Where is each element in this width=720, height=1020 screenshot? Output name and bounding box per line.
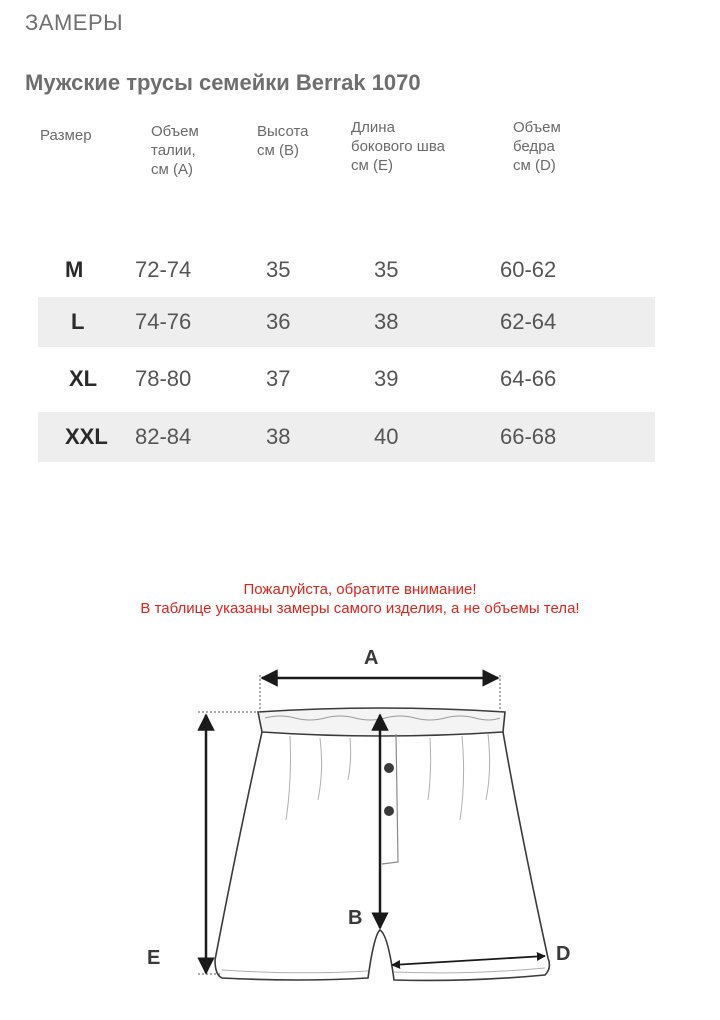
- hip-cell: 66-68: [500, 424, 557, 449]
- header-hip: Объем бедра см (D): [513, 119, 561, 174]
- label-b: B: [348, 907, 363, 929]
- header-side-seam: Длина бокового шва см (Е): [351, 119, 445, 174]
- shorts-outline: [215, 708, 549, 980]
- side-cell: 35: [374, 257, 399, 282]
- notice-line-2: В таблице указаны замеры самого изделия, а не объемы тела!: [140, 600, 580, 617]
- notice-line-1: Пожалуйста, обратите внимание!: [243, 581, 477, 598]
- shorts-measurement-diagram: [0, 630, 720, 1020]
- size-cell: L: [71, 309, 85, 334]
- label-d: D: [556, 943, 571, 965]
- size-cell: XL: [69, 366, 98, 391]
- button-dot-icon: [384, 763, 394, 773]
- table-row: [38, 354, 655, 404]
- section-title: ЗАМЕРЫ: [25, 10, 124, 35]
- header-size: Размер: [40, 127, 92, 144]
- size-cell: M: [65, 257, 84, 282]
- height-cell: 35: [266, 257, 291, 282]
- waist-cell: 78-80: [135, 366, 192, 391]
- side-cell: 38: [374, 309, 399, 334]
- label-a: A: [364, 647, 379, 669]
- header-waist: Объем талии, см (А): [151, 123, 199, 178]
- size-cell: XXL: [65, 424, 108, 449]
- side-cell: 40: [374, 424, 399, 449]
- product-title: Мужские трусы семейки Berrak 1070: [25, 70, 421, 95]
- hip-cell: 62-64: [500, 309, 557, 334]
- hip-cell: 60-62: [500, 257, 557, 282]
- height-cell: 38: [266, 424, 291, 449]
- side-cell: 39: [374, 366, 399, 391]
- header-height: Высота см (В): [257, 123, 309, 159]
- table-row: [38, 297, 655, 347]
- height-cell: 36: [266, 309, 291, 334]
- arrow-d: [392, 956, 545, 965]
- waist-cell: 74-76: [135, 309, 192, 334]
- button-dot-icon: [384, 806, 394, 816]
- table-row: [38, 245, 655, 295]
- label-e: E: [147, 947, 161, 969]
- waist-cell: 72-74: [135, 257, 192, 282]
- waist-cell: 82-84: [135, 424, 192, 449]
- height-cell: 37: [266, 366, 291, 391]
- hip-cell: 64-66: [500, 366, 557, 391]
- table-row: [38, 412, 655, 462]
